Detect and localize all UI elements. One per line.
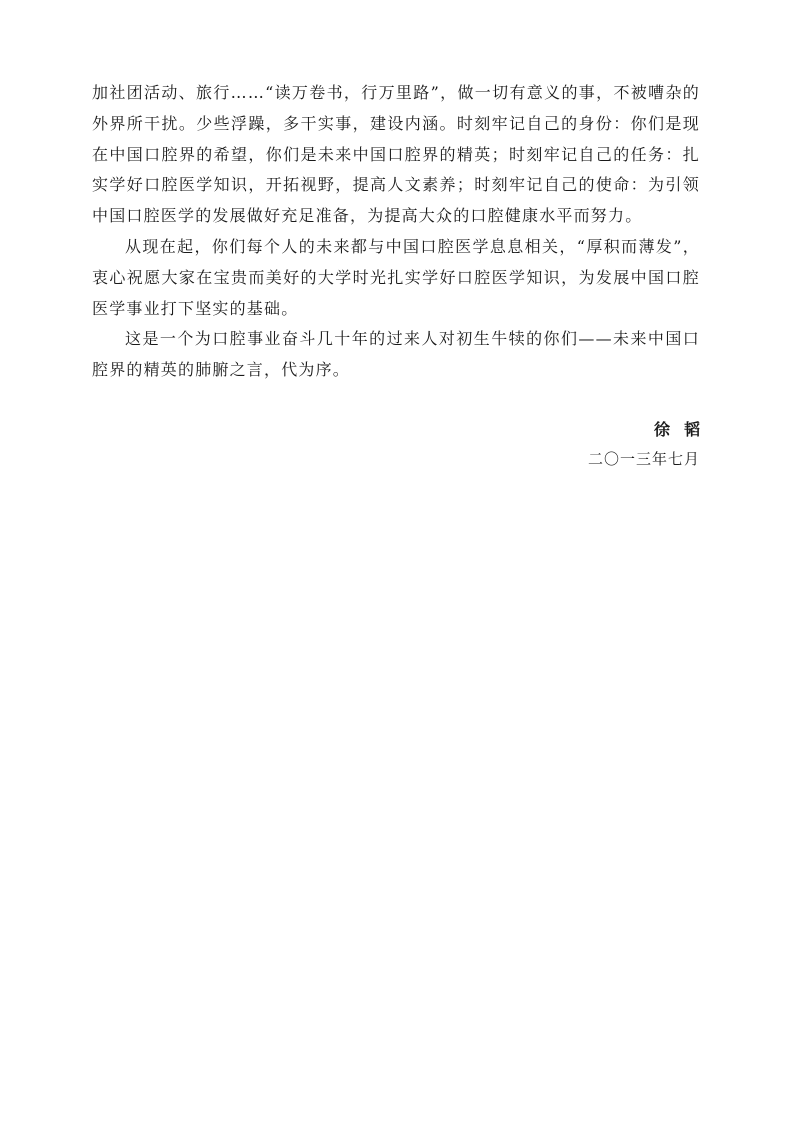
author-signature: 徐韬 — [653, 420, 714, 439]
paragraph-3: 这是一个为口腔事业奋斗几十年的过来人对初生牛犊的你们——未来中国口腔界的精英的肺腑之言，代为序。 — [92, 329, 700, 380]
paragraph-1: 加社团活动、旅行……“读万卷书，行万里路”，做一切有意义的事，不被嘈杂的外界所干扰。少些浮躁，多干实事，建设内涵。时刻牢记自己的身份：你们是现在中国口腔界的希望，你们是未来中国口腔界的精英；时刻牢记自己的任务：扎实学好口腔医学知识，开拓视野，提高人文素养；时刻牢记自己的使命：为引领中国口腔医学的发展做好充足准备，为提高大众的口腔健康水平而努力。 — [92, 83, 700, 226]
paragraph-2: 从现在起，你们每个人的未来都与中国口腔医学息息相关，“厚积而薄发”，衷心祝愿大家在宝贵而美好的大学时光扎实学好口腔医学知识，为发展中国口腔医学事业打下坚实的基础。 — [92, 236, 700, 318]
signature-date: 二〇一三年七月 — [587, 450, 700, 468]
preface-body — [92, 78, 700, 386]
